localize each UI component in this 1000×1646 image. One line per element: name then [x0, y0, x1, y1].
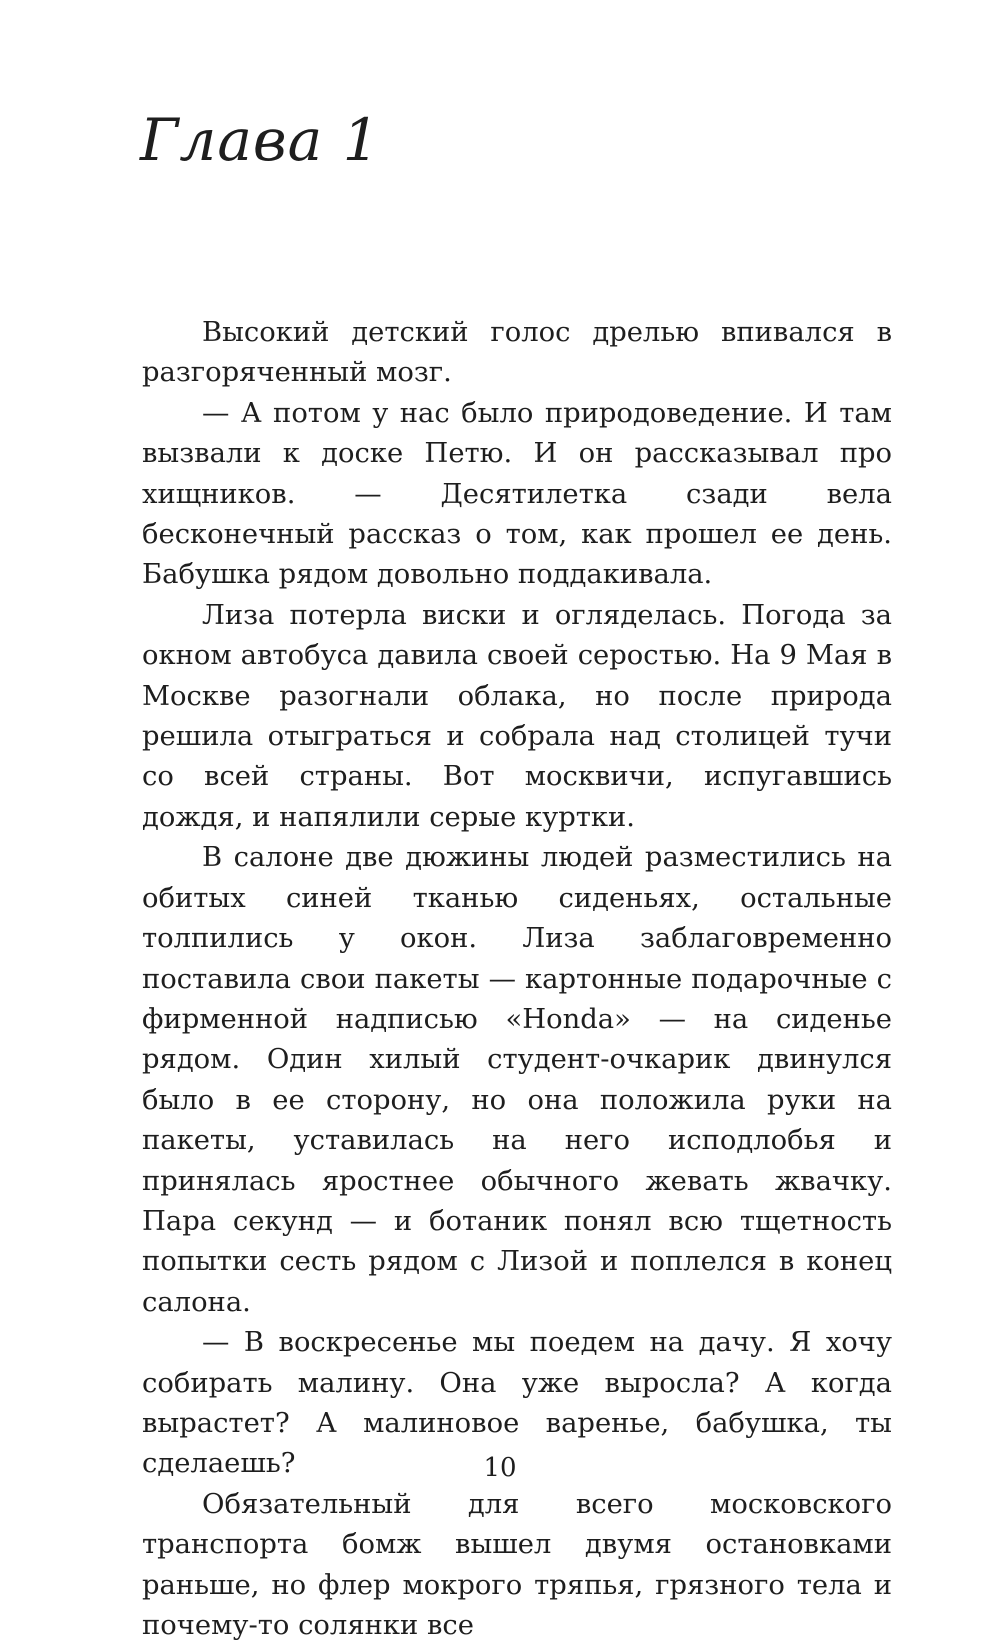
paragraph: — В воскресенье мы поедем на дачу. Я хочу собирать малину. Она уже выросла? А когда вырастет? А малиновое варенье, бабушка, ты сделаешь? [142, 1327, 892, 1480]
chapter-title: Глава 1 [140, 106, 381, 174]
paragraph: Высокий детский голос дрелью впивался в разгоряченный мозг. [142, 317, 892, 389]
body-text [142, 313, 892, 1646]
paragraph: — А потом у нас было природоведение. И там вызвали к доске Петю. И он рассказывал про хищников. — Десятилетка сзади вела бесконечный рассказ о том, как прошел ее день. Бабушка рядом довольно поддакивала. [142, 397, 892, 591]
page-number: 10 [483, 1453, 517, 1483]
paragraph: Обязательный для всего московского транспорта бомж вышел двумя остановками раньше, но флер мокрого тряпья, грязного тела и почему-то солянки все [142, 1488, 892, 1641]
paragraph: Лиза потерла виски и огляделась. Погода за окном автобуса давила своей серостью. На 9 Мая в Москве разогнали облака, но после природа решила отыграться и собрала над столицей тучи со всей страны. Вот москвичи, испугавшись дождя, и напялили серые куртки. [142, 599, 892, 833]
paragraph: В салоне две дюжины людей разместились на обитых синей тканью сиденьях, остальные толпились у окон. Лиза заблаговременно поставила свои пакеты — картонные подарочные с фирменной надписью «Honda» — на сиденье рядом. Один хилый студент-очкарик двинулся было в ее сторону, но она положила руки на пакеты, уставилась на него исподлобья и принялась яростнее обычного жевать жвачку. Пара секунд — и ботаник понял всю тщетность попытки сесть рядом с Лизой и поплелся в конец салона. [142, 842, 892, 1318]
